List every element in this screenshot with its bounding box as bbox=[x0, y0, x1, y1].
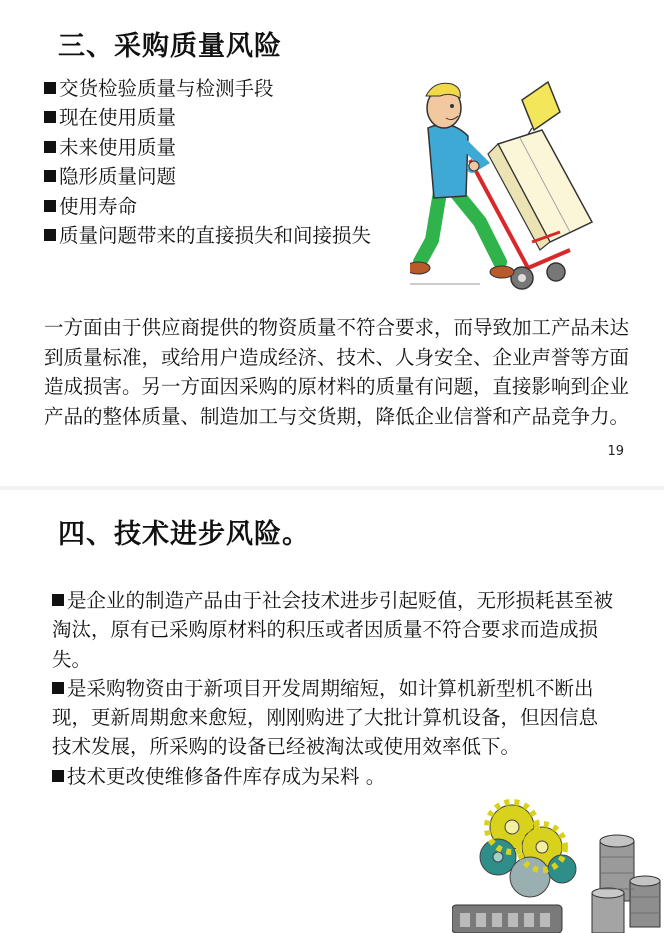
square-bullet-icon bbox=[44, 229, 56, 241]
bullet-item: 隐形质量问题 bbox=[44, 162, 371, 191]
bullet-item: 是采购物资由于新项目开发周期缩短，如计算机新型机不断出现，更新周期愈来愈短，刚刚购进了大批计算机设备，但因信息技术发展，所采购的设备已经被淘汰或使用效率低下。 bbox=[52, 676, 599, 759]
page-number: 19 bbox=[607, 444, 624, 459]
square-bullet-icon bbox=[52, 770, 64, 782]
bullet-item: 是企业的制造产品由于社会技术进步引起贬值，无形损耗甚至被淘汰，原有已采购原材料的积压或者因质量不符合要求而造成损失。 bbox=[52, 589, 614, 671]
gears-icon bbox=[452, 795, 664, 933]
square-bullet-icon bbox=[44, 82, 56, 94]
square-bullet-icon bbox=[44, 111, 56, 123]
square-bullet-icon bbox=[52, 594, 64, 606]
bullet-item: 技术更改使维修备件库存成为呆料 。 bbox=[52, 762, 617, 791]
delivery-man-icon bbox=[410, 72, 600, 302]
square-bullet-icon bbox=[44, 170, 56, 182]
bullet-item: 使用寿命 bbox=[44, 192, 371, 221]
bullet-item: 质量问题带来的直接损失和间接损失 bbox=[44, 221, 371, 250]
square-bullet-icon bbox=[44, 141, 56, 153]
slide-2 bbox=[0, 490, 664, 933]
bullet-item: 现在使用质量 bbox=[44, 103, 371, 132]
slide-2-title: 四、技术进步风险。 bbox=[58, 519, 310, 550]
bullet-item: 交货检验质量与检测手段 bbox=[44, 74, 371, 103]
bullet-item: 未来使用质量 bbox=[44, 133, 371, 162]
slide-2-bullet-list bbox=[52, 586, 617, 791]
slide-1-title: 三、采购质量风险 bbox=[58, 31, 282, 62]
square-bullet-icon bbox=[52, 682, 64, 694]
slide-1-paragraph: 一方面由于供应商提供的物资质量不符合要求，而导致加工产品未达到质量标准，或给用户造成经济、技术、人身安全、企业声誉等方面造成损害。另一方面因采购的原材料的质量有问题，直接影响到企业产品的整体质量、制造加工与交货期，降低企业信誉和产品竞争力。 bbox=[44, 316, 630, 428]
square-bullet-icon bbox=[44, 200, 56, 212]
slide-1-bullet-list bbox=[44, 74, 371, 250]
